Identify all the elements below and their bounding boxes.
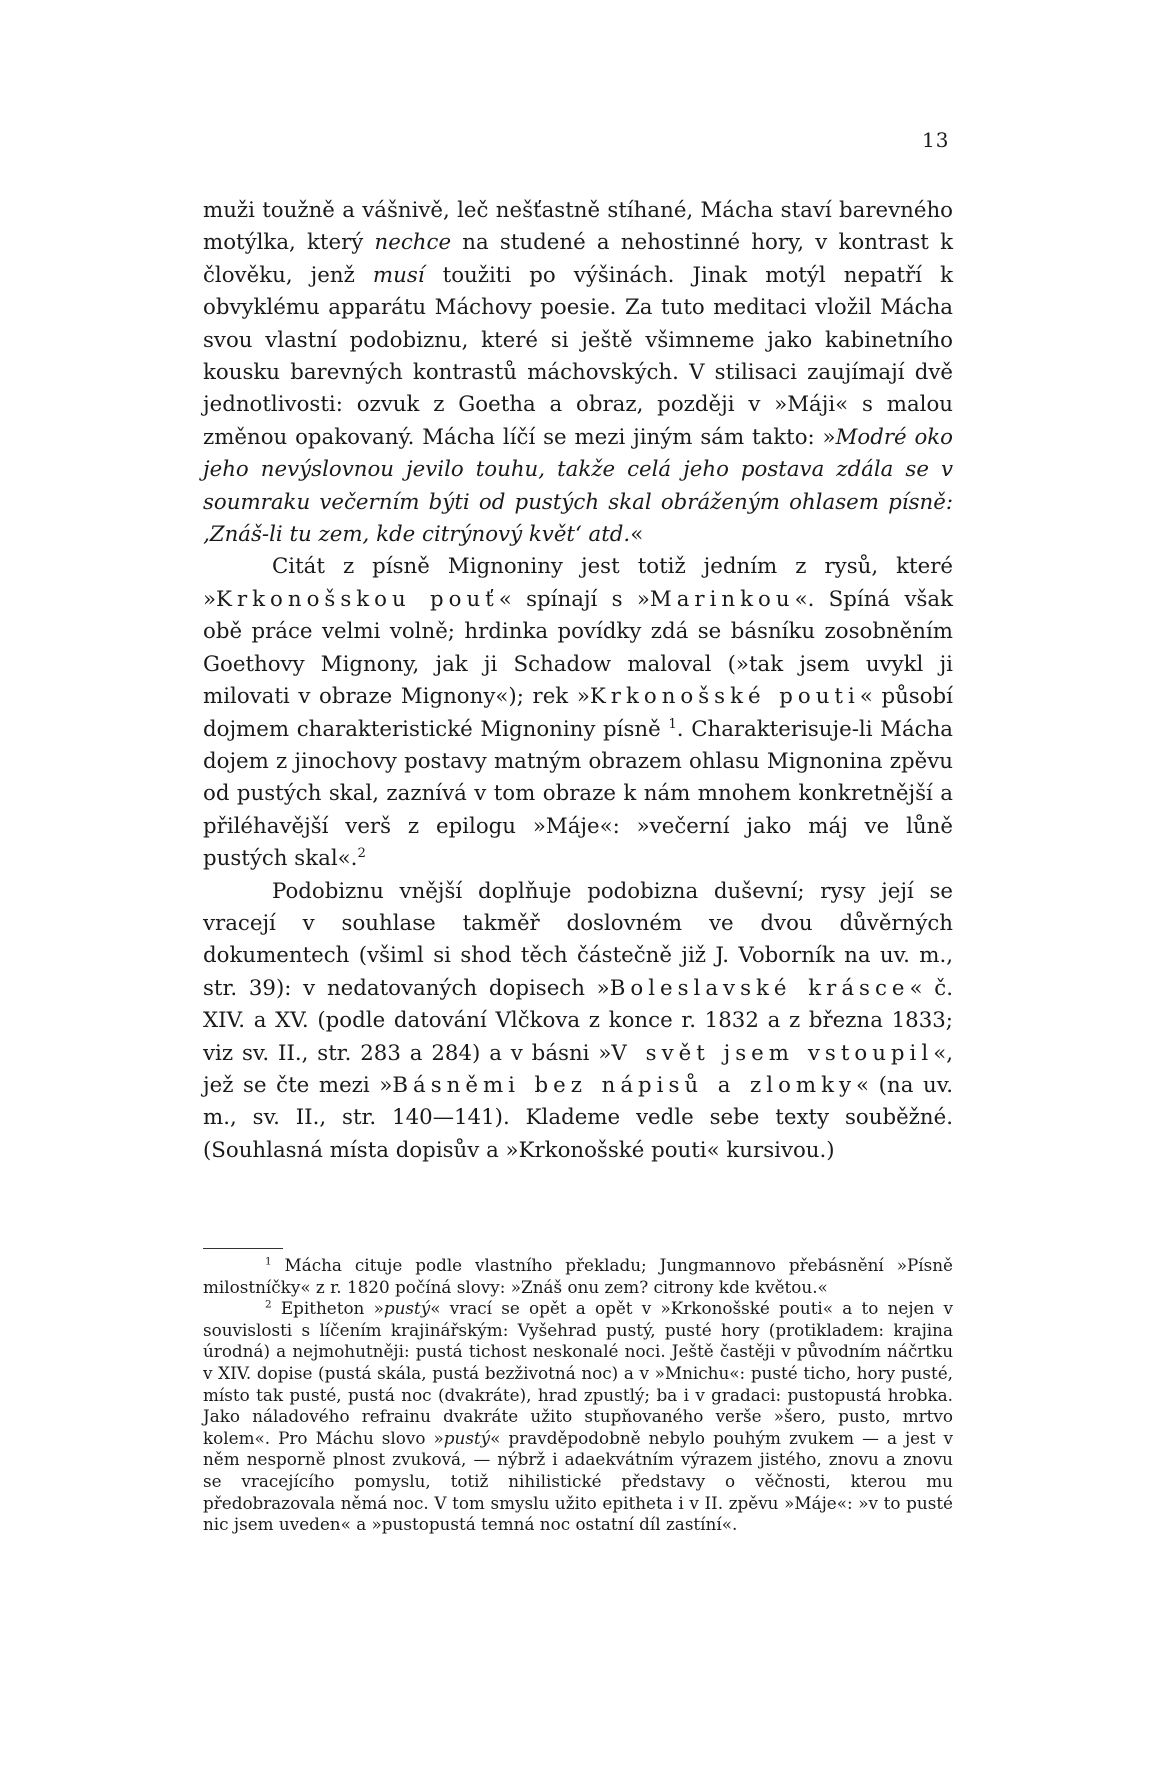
italic-text: musí [372,262,425,288]
text-run: « pravděpodobně nebylo pouhým zvukem — a jest v něm nesporně plnost zvuková, — nýbrž i adaekvátním výrazem jistého, znovu a znovu se vracejícího pomyslu, totiž nihilistické představy o věčnosti, kterou mu předobrazovala němá noc. V tom smyslu užito epitheta i v II. zpěvu »Máje«: »v to pusté nic jsem uveden« a »pustopustá temná noc ostatní díl zastíní«. [203,1427,953,1535]
body-text [203,195,953,1167]
text-run: « spínají s » [498,586,650,612]
text-run: na studené a nehostinné hory, v kontrast k člověku, jenž [203,230,953,288]
spaced-title: Básněmi bez nápisů a zlomky [392,1072,857,1098]
text-run: «. Spíná však obě práce velmi volně; hrdinka povídky zdá se básníku zosobněním Goethovy Mignony, jak ji Schadow maloval (»tak jsem uvykl ji milovati v obraze Mignony«); rek » [203,586,954,710]
italic-text: nechce [374,230,452,256]
text-run: Mácha cituje podle vlastního překladu; Jungmannovo přebásnění »Písně milostníčky« z r. 1820 počíná slovy: »Znáš onu zem? citrony kde květou.« [203,1255,953,1297]
footnote-marker: 1 [668,716,677,732]
spaced-title: Boleslavské krásce [609,975,910,1001]
text-run: « působí dojmem charakteristické Mignoniny písně [203,684,953,742]
spaced-title: Marinkou [649,586,795,612]
spaced-title: V svět jsem vstoupil [611,1040,934,1066]
text-run: « [630,522,644,548]
text-run: muži toužně a vášnivě, leč nešťastně stíhané, Mácha staví barevného motýlka, který [203,198,953,256]
italic-text: Modré oko jeho nevýslovnou jevilo touhu, takže celá jeho postava zdála se v soumraku večerním býti od pustých skal obráženým ohlasem písně: ‚Znáš-li tu zem, kde citrýnový květ‘ atd. [203,424,953,548]
spaced-title: Krkonošskou pouť [216,586,499,612]
text-run: . Charakterisuje-li Mácha dojem z jinochovy postavy matným obrazem ohlasu Mignonina zpěvu od pustých skal, zaznívá v tom obraze k nám mnohem konkretnější a přiléhavější verš z epilogu »Máje«: »večerní jako máj ve lůně pustých skal«. [203,716,953,872]
text-run: « (na uv. m., sv. II., str. 140—141). Klademe vedle sebe texty souběžné. (Souhlasná místa dopisův a »Krkonošské pouti« kursivou.) [203,1072,953,1163]
footnote-marker: 2 [357,846,366,862]
text-run: toužiti po výšinách. Jinak motýl nepatří k obvyklému apparátu Máchovy poesie. Za tuto meditaci vložil Mácha svou vlastní podobiznu, které si ještě všimneme jako kabinetního kousku barevných kontrastů máchovských. V stilisaci zaujímají dvě jednotlivosti: ozvuk z Goetha a obraz, později v »Máji« s malou změnou opakovaný. Mácha líčí se mezi jiným sám takto: » [203,262,953,450]
text-run: « č. XIV. a XV. (podle datování Vlčkova z konce r. 1832 a z března 1833; viz sv. II., str. 283 a 284) a v básni » [203,975,953,1066]
page-number: 13 [922,128,950,152]
footnotes [203,1255,953,1536]
text-run: Podobiznu vnější doplňuje podobizna duševní; rysy její se vracejí v souhlase takměř doslovném ve dvou důvěrných dokumentech (všiml si shod těch částečně již J. Voborník na uv. m., str. 39): v nedatovaných dopisech » [203,878,953,1001]
footnote-divider [203,1248,283,1249]
italic-text: pustý [443,1427,491,1448]
footnote-marker: 1 [265,1255,272,1268]
text-run: « vrací se opět a opět v »Krkonošské pouti« a to nejen v souvislosti s líčením krajinářským: Vyšehrad pustý, pusté hory (protikladem: krajina úrodná) a nejmohutněji: pustá tichost neskonalé noci. Ještě častěji v původním náčrtku v XIV. dopise (pustá skála, pustá bezživotná noc) a v »Mnichu«: pusté ticho, hory pusté, místo tak pusté, pustá noc (dvakráte), hrad zpustlý; ba i v gradaci: pustopustá hrobka. Jako náladového refrainu dvakráte užito stupňovaného verše »šero, pusto, mrtvo kolem«. Pro Máchu slovo » [203,1298,954,1448]
footnote-marker: 2 [265,1298,272,1311]
footnote [203,1255,953,1298]
text-run: Epitheton » [271,1298,384,1319]
spaced-title: Krkonošské pouti [589,684,860,710]
paragraph [203,551,953,875]
text-run: «, jež se čte mezi » [203,1040,953,1098]
text-run: Citát z písně Mignoniny jest totiž jedním z rysů, které » [203,554,953,612]
paragraph [203,876,953,1168]
footnote [203,1298,953,1536]
paragraph [203,195,953,551]
italic-text: pustý [383,1298,431,1319]
